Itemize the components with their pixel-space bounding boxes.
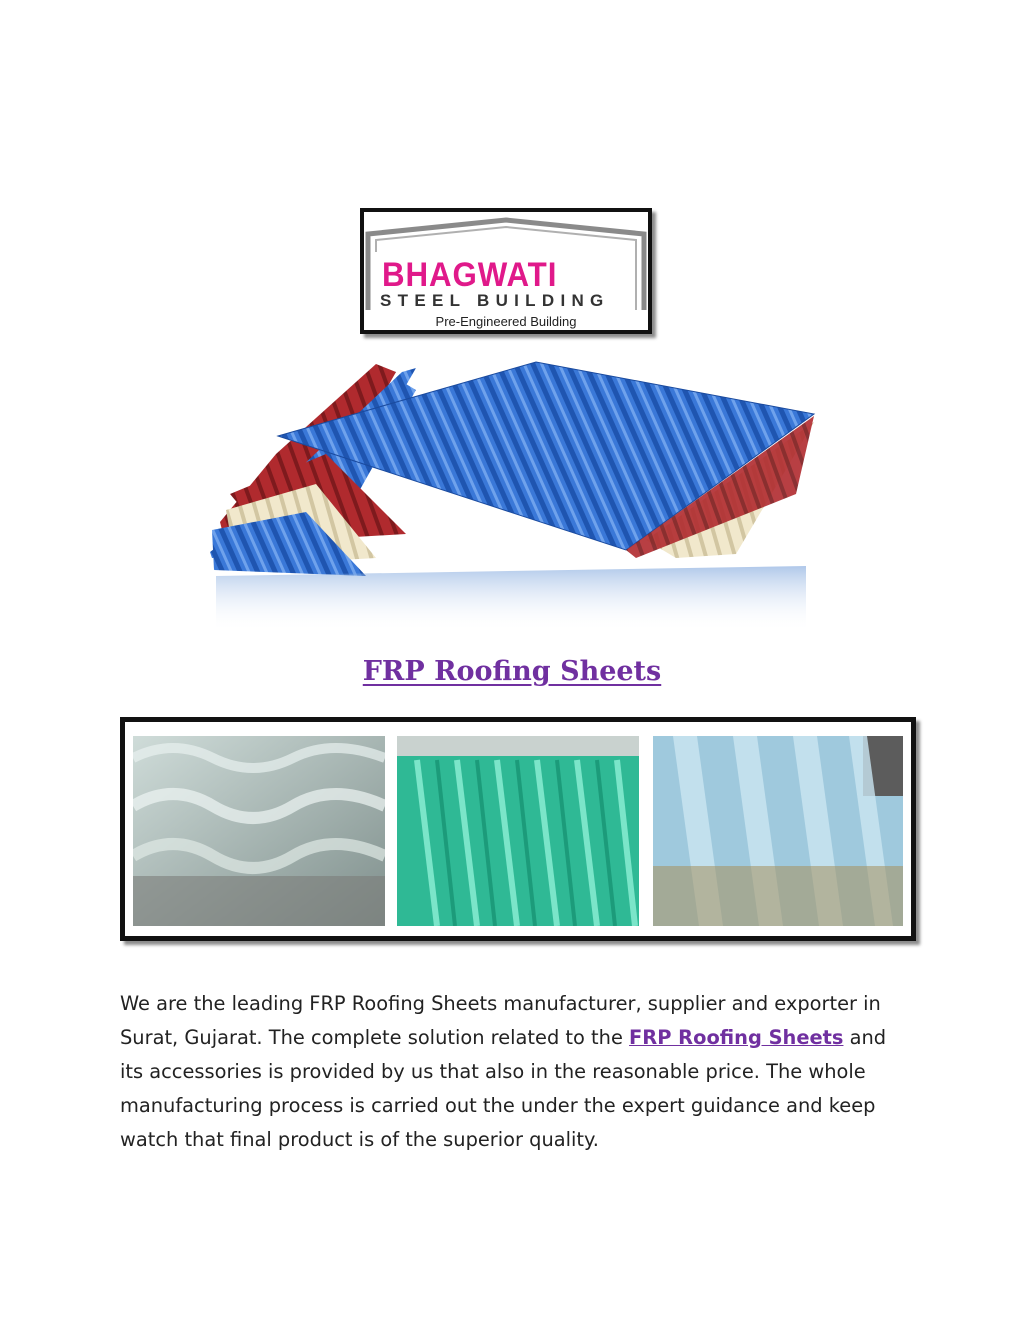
frp-roofing-sheets-link[interactable]: FRP Roofing Sheets <box>629 1026 844 1050</box>
logo-subtitle: STEEL BUILDING <box>380 291 610 310</box>
description-rest: and its accessories is provided by us that also in the reasonable price. The whole manufacturing process is carried out the under the expert guidance and keep watch that final product is of the superior quality. <box>120 1026 887 1152</box>
logo-tagline: Pre-Engineered Building <box>435 314 577 329</box>
company-logo <box>360 208 652 334</box>
green-frp-sheet-image <box>397 736 639 926</box>
description-paragraph <box>120 987 910 1157</box>
frp-sheet-gallery <box>120 717 916 941</box>
logo-brand-text: BHAGWATI <box>382 256 558 294</box>
reflection <box>216 566 806 632</box>
page-heading: FRP Roofing Sheets <box>362 656 662 687</box>
blue-frp-sheet-image <box>653 736 903 926</box>
description-intro: We are the leading FRP Roofing Sheets manufacturer, supplier and exporter in Surat, Gujarat. The complete solution related to the <box>120 992 881 1050</box>
roofing-sheets-image <box>206 344 818 634</box>
clear-frp-sheet-image <box>133 736 385 926</box>
